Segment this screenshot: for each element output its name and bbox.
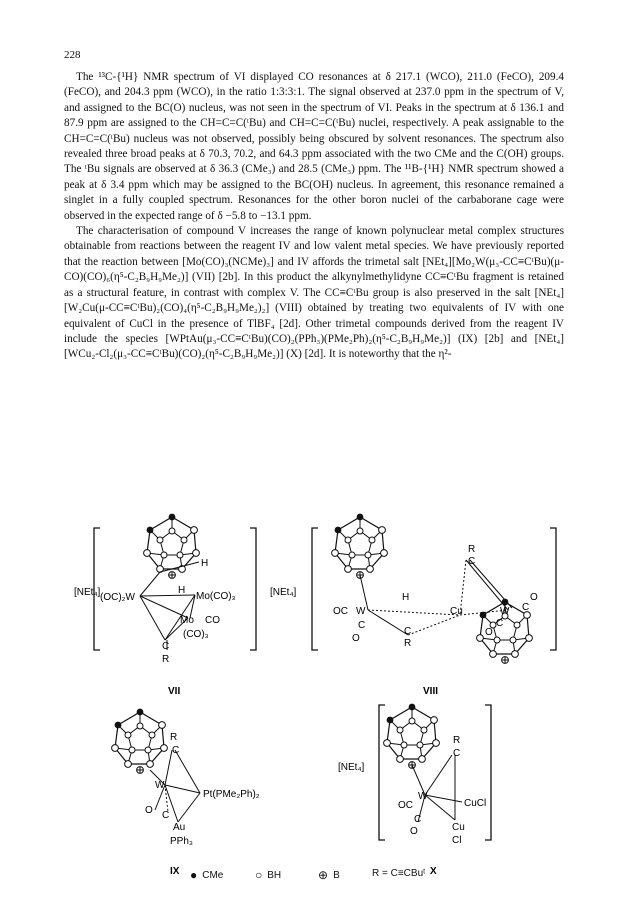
ix-caption: IX — [170, 866, 180, 877]
ix-label-w: W — [155, 780, 165, 791]
viii-label-r1: R — [468, 544, 476, 555]
x-label-o: O — [410, 826, 418, 837]
vii-cation: [NEt₄] — [74, 587, 101, 598]
legend — [0, 868, 625, 886]
x-cation: [NEt₄] — [338, 762, 365, 773]
viii-label-r2: R — [404, 638, 412, 649]
vii-label-w: (OC)₂W — [100, 592, 135, 603]
viii-label-c4: C — [358, 620, 366, 631]
legend-cme — [190, 868, 223, 882]
vii-label-co: CO — [205, 615, 220, 626]
x-label-r: R — [453, 735, 461, 746]
legend-b-label: B — [333, 869, 340, 881]
structures-svg — [0, 500, 625, 890]
ix-label-c: C — [172, 745, 180, 756]
viii-label-w2: W — [500, 606, 510, 617]
vii-label-h2: H — [178, 585, 186, 596]
vii-label-h1: H — [201, 558, 209, 569]
x-label-cu: Cu — [452, 822, 465, 833]
x-label-c: C — [453, 748, 461, 759]
ix-label-pph3: PPh₃ — [170, 836, 193, 847]
viii-label-oc: OC — [333, 606, 348, 617]
viii-label-c3: C — [496, 618, 504, 629]
viii-label-c1: C — [468, 556, 476, 567]
structure-x — [338, 704, 491, 877]
vii-label-mo: Mo — [180, 615, 194, 626]
ix-label-pt: Pt(PMe₂Ph)₂ — [203, 789, 260, 800]
ix-label-c2: C — [162, 810, 170, 821]
ix-label-au: Au — [173, 822, 186, 833]
legend-cme-label: CMe — [202, 869, 224, 881]
viii-label-w1: W — [356, 606, 366, 617]
vii-label-co3: (CO)₃ — [183, 629, 209, 640]
viii-caption: VIII — [423, 686, 439, 697]
viii-label-h: H — [402, 592, 410, 603]
structure-viii — [270, 514, 556, 697]
viii-cation: [NEt₄] — [270, 587, 297, 598]
x-label-w: W — [418, 791, 428, 802]
x-caption: X — [430, 866, 437, 877]
legend-r-def-label: R = C≡CBuᵗ — [372, 868, 426, 879]
circle-plus-icon: ⊕ — [318, 868, 329, 882]
open-circle-icon: ○ — [255, 868, 263, 882]
viii-label-cu: Cu — [450, 606, 463, 617]
filled-circle-icon: ● — [190, 868, 198, 882]
vii-label-mo-co3: Mo(CO)₃ — [196, 591, 236, 602]
x-label-oc: OC — [398, 800, 413, 811]
viii-label-c5: C — [404, 626, 412, 637]
legend-bh-label: BH — [267, 869, 282, 881]
structure-vii — [74, 514, 256, 697]
paragraph-1: The ¹³C-{¹H} NMR spectrum of VI displayed CO resonances at δ 217.1 (WCO), 211.0 (FeCO), 209.4 (FeCO), and 204.3 ppm (WCO), in the ratio 1:3:3:1. The signal observed at 237.0 ppm in the spectrum of V, and assigned to the BC(O) nucleus, was not seen in the spectrum of VI. Peaks in the spectrum at δ 136.1 and 87.9 ppm are assigned to the CH=C=C(ᵗBu) and CH=C=C(ᵗBu) nuclei, respectively. A peak assignable to the CH=C=C(ᵗBu) nucleus was not observed, possibly being obscured by solvent resonances. The spectrum also revealed three broad peaks at δ 70.3, 70.2, and 64.3 ppm associated with the two CMe and the C(OH) groups. The ᵗBu signals are observed at δ 36.3 (CMe₃) and 28.5 (CMe₃) ppm. The ¹¹B-{¹H} NMR spectrum showed a peak at δ 3.4 ppm which may be assigned to the BC(OH) nucleus. In agreement, this resonance remained a singlet in a fully coupled spectrum. Resonances for the other boron nuclei of the carbaborane cage were observed in the expected range of δ −5.8 to −13.1 ppm. — [64, 71, 564, 222]
legend-r-def — [372, 868, 425, 879]
x-label-c2: C — [414, 814, 422, 825]
viii-label-c2: C — [522, 602, 530, 613]
structure-ix — [112, 709, 260, 877]
viii-label-o3: O — [485, 627, 493, 638]
legend-bh — [255, 868, 281, 882]
body-text — [64, 70, 564, 363]
structures-figure — [0, 500, 625, 890]
vii-label-r: R — [162, 654, 170, 665]
vii-caption: VII — [168, 686, 181, 697]
x-label-cucl: CuCl — [464, 798, 487, 809]
legend-b — [318, 868, 340, 882]
paragraph-2: The characterisation of compound V increases the range of known polynuclear metal complex structures obtainable from reactions between the reagent IV and low valent metal species. We have previously reported that the reaction between [Mo(CO)₃(NCMe)₃] and IV affords the trimetal salt [NEt₄][Mo₂W(μ₃-CC≡CᵗBu)(μ-CO)(CO)₆(η⁵-C₂B₉H₉Me₂)] (VII) [2b]. In this product the alkynylmethylidyne CC≡CᵗBu fragment is retained as a structural feature, in contrast with complex V. The CC≡CᵗBu group is also preserved in the salt [NEt₄][W₂Cu(μ-CC≡CᵗBu)₂(CO)₄(η⁵-C₂B₉H₉Me₂)₂] (VIII) obtained by treating two equivalents of IV with one equivalent of CuCl in the presence of TlBF₄ [2d]. Other trimetal compounds derived from the reagent IV include the species [WPtAu(μ₃-CC≡CᵗBu)(CO)₂(PPh₃)(PMe₂Ph)₂(η⁵-C₂B₉H₉Me₂)] (IX) [2b] and [NEt₄][WCu₂-Cl₂(μ₃-CC≡CᵗBu)(CO)₂(η⁵-C₂B₉H₉Me₂)] (X) [2d]. It is noteworthy that the η²- — [64, 225, 564, 361]
page-number: 228 — [64, 49, 81, 61]
vii-label-c: C — [162, 641, 170, 652]
ix-label-o: O — [145, 805, 153, 816]
ix-label-r: R — [170, 732, 178, 743]
viii-label-o4: O — [352, 633, 360, 644]
viii-label-o2: O — [530, 592, 538, 603]
x-label-cl: Cl — [452, 835, 462, 846]
